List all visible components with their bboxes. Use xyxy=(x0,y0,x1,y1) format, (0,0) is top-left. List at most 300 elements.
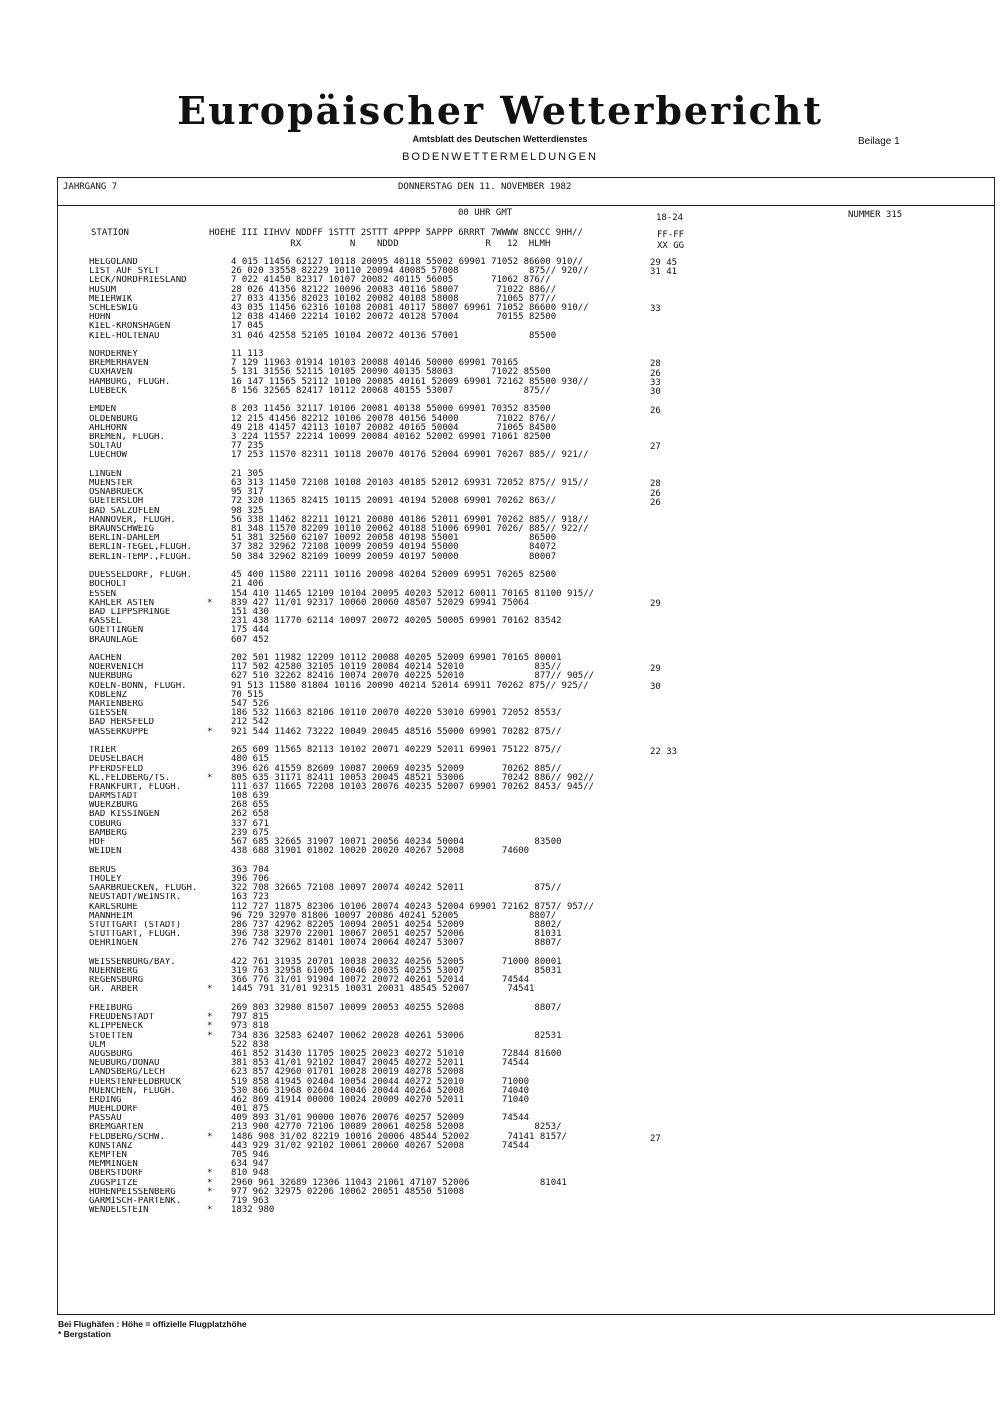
mountain-station-marker xyxy=(207,332,231,341)
column-header-line-2: RX N NDDD R 12 HLMH xyxy=(209,239,551,249)
station-name: ZUGSPITZE xyxy=(89,1178,138,1188)
observation-values: 396 626 41559 82609 10087 20069 40235 52009 70262 885// xyxy=(231,763,562,774)
mountain-station-marker xyxy=(207,636,231,645)
mountain-station-marker xyxy=(207,507,231,516)
station-name: LUEBECK xyxy=(89,386,127,396)
mountain-station-marker xyxy=(207,451,231,460)
mountain-station-marker xyxy=(207,783,231,792)
mountain-station-marker xyxy=(207,847,231,856)
observation-values: 5 131 31556 52115 10105 20090 40135 58003 71022 85500 xyxy=(231,367,551,378)
page-title: Europäischer Wetterbericht xyxy=(177,88,823,133)
station-name: WEIDEN xyxy=(89,847,122,857)
observation-values: 43 035 11456 62316 10108 20081 40117 58007 69961 71052 86600 910// xyxy=(231,302,589,313)
mountain-station-marker xyxy=(207,1096,231,1105)
station-name: KIEL-KRONSHAGEN xyxy=(89,322,171,332)
wind-gust-value: 29 xyxy=(650,663,661,674)
station-name: LINGEN xyxy=(89,469,122,479)
station-name: REGENSBURG xyxy=(89,976,144,986)
station-name: BREMGARTEN xyxy=(89,1123,144,1133)
wind-gust-value: 33 xyxy=(650,304,661,314)
observation-values: 2960 961 32689 12306 11043 21061 47107 52006 81041 xyxy=(231,1177,567,1188)
observation-values: 461 852 31430 11705 10025 20023 40272 51010 72844 81600 xyxy=(231,1048,562,1059)
observation-values: 805 635 31171 82411 10053 20045 48521 53006 70242 886// 902// xyxy=(231,772,595,783)
mountain-station-marker xyxy=(207,663,231,672)
date-label: DONNERSTAG DEN 11. NOVEMBER 1982 xyxy=(398,182,572,192)
station-name: WEISSENBURG/BAY. xyxy=(89,957,176,967)
station-name: HOHENPEISSENBERG xyxy=(89,1187,176,1197)
observation-values: 567 685 32665 31907 10071 20056 40234 50004 83500 xyxy=(231,837,562,848)
header-divider xyxy=(57,205,995,206)
observation-values: 63 313 11450 72108 10108 20103 40185 52012 69931 72052 875// 915// xyxy=(231,478,589,489)
observation-values: 11 113 xyxy=(231,349,264,360)
station-name: BERLIN-TEGEL,FLUGH. xyxy=(89,543,192,553)
station-name: MEIERWIK xyxy=(89,294,133,304)
station-row xyxy=(89,884,709,893)
mountain-station-marker xyxy=(207,571,231,580)
observation-values: 265 609 11565 82113 10102 20071 40229 52011 69901 75122 875// xyxy=(231,745,562,756)
station-name: GIESSEN xyxy=(89,709,127,719)
observation-values: 28 026 41356 82122 10096 20083 40116 58007 71022 886// xyxy=(231,284,557,295)
observation-values: 27 033 41356 82023 10102 20082 40108 58008 71065 877// xyxy=(231,293,557,304)
station-row xyxy=(89,985,709,994)
mountain-station-marker xyxy=(207,415,231,424)
observation-values: 1445 791 31/01 92315 10031 20031 48545 52007 74541 xyxy=(231,984,535,995)
observation-values: 8 156 32565 82417 10112 20068 40155 53007 875// xyxy=(231,385,551,396)
observation-values: 366 776 31/01 91904 10072 20072 40261 52014 74544 xyxy=(231,975,530,986)
station-name: BAD KISSINGEN xyxy=(89,810,160,820)
station-name: KLIPPENECK xyxy=(89,1022,144,1032)
observation-values: 522 838 xyxy=(231,1039,269,1050)
station-name: ULM xyxy=(89,1040,106,1050)
station-name: NUERNBERG xyxy=(89,967,138,977)
station-name: DARMSTADT xyxy=(89,792,138,802)
observation-values: 175 444 xyxy=(231,625,269,636)
wind-gust-value: 26 xyxy=(650,368,661,379)
mountain-station-marker xyxy=(207,654,231,663)
observation-values: 719 963 xyxy=(231,1195,269,1206)
station-row xyxy=(89,847,709,856)
observation-values: 49 218 41457 42113 10107 20082 40165 50004 71065 84500 xyxy=(231,422,557,433)
wind-gust-value: 22 33 xyxy=(650,746,678,757)
observation-values: 72 320 11365 82415 10115 20091 40194 52008 69901 70262 863// xyxy=(231,496,557,507)
station-name: KASSEL xyxy=(89,617,122,627)
observation-values: 1486 908 31/02 82219 10016 20006 48544 52002 74141 8157/ xyxy=(231,1131,567,1142)
observation-values: 81 348 11570 82209 10110 20062 40188 51006 69901 7026/ 885// 922// xyxy=(231,524,589,535)
observation-values: 810 948 xyxy=(231,1168,269,1179)
mountain-station-marker xyxy=(207,1151,231,1160)
mountain-station-marker xyxy=(207,921,231,930)
observation-values: 12 215 41456 82212 10106 20078 40156 54000 71022 876// xyxy=(231,413,557,424)
range-header: 18-24 xyxy=(656,213,684,223)
observation-values: 7 129 11963 01914 10103 20088 40146 50000 69901 70165 xyxy=(231,358,519,369)
station-name: KEMPTEN xyxy=(89,1151,127,1161)
mountain-station-marker xyxy=(207,479,231,488)
station-name: ERDING xyxy=(89,1095,122,1105)
station-name: FUERSTENFELDBRUCK xyxy=(89,1077,182,1087)
station-row xyxy=(89,1004,709,1013)
station-name: PASSAU xyxy=(89,1114,122,1124)
station-name: OLDENBURG xyxy=(89,414,138,424)
mountain-station-marker xyxy=(207,866,231,875)
station-name: COBURG xyxy=(89,819,122,829)
observation-values: 705 946 xyxy=(231,1150,269,1161)
station-name: SCHLESWIG xyxy=(89,303,138,313)
observation-values: 276 742 32962 81401 10074 20064 40247 53007 8807/ xyxy=(231,938,562,949)
observation-values: 95 317 xyxy=(231,487,264,498)
observation-values: 363 704 xyxy=(231,864,269,875)
observation-values: 7 022 41450 82317 10107 20082 40115 56005 71062 876// xyxy=(231,275,551,286)
mountain-station-marker xyxy=(207,1068,231,1077)
observation-values: 607 452 xyxy=(231,634,269,645)
station-name: KL.FELDBERG/TS. xyxy=(89,773,171,783)
station-name: HOHN xyxy=(89,313,111,323)
station-name: THOLEY xyxy=(89,874,122,884)
observation-values: 37 382 32962 72108 10099 20059 40194 55000 84072 xyxy=(231,542,557,553)
station-row xyxy=(89,553,709,562)
observation-values: 262 658 xyxy=(231,809,269,820)
station-name: GUETERSLOH xyxy=(89,497,144,507)
observation-values: 839 427 11/01 92317 10060 20060 48507 52029 69941 75064 xyxy=(231,597,530,608)
station-row xyxy=(89,939,709,948)
mountain-station-marker: * xyxy=(207,1168,213,1179)
mountain-station-marker xyxy=(207,1087,231,1096)
station-row xyxy=(89,1032,709,1041)
jahrgang-label: JAHRGANG 7 xyxy=(63,182,118,192)
observation-values: 17 253 11570 82311 10118 20070 40176 52004 69901 70267 885// 921// xyxy=(231,450,589,461)
station-name: MEMMINGEN xyxy=(89,1160,138,1170)
mountain-station-marker xyxy=(207,1050,231,1059)
observation-values: 21 305 xyxy=(231,468,264,479)
mountain-station-marker xyxy=(207,903,231,912)
station-row xyxy=(89,691,709,700)
wind-gust-value: 28 xyxy=(650,479,661,490)
station-name: BAD HERSFELD xyxy=(89,718,155,728)
observation-values: 319 763 32958 61005 10046 20035 40255 53007 85031 xyxy=(231,966,562,977)
station-row xyxy=(89,387,709,396)
observation-values: 117 502 42580 32105 10119 20084 40214 52010 835// xyxy=(231,662,562,673)
mountain-station-marker xyxy=(207,626,231,635)
page-subtitle: Amtsblatt des Deutschen Wetterdienstes xyxy=(412,134,588,144)
observation-values: 409 893 31/01 90000 10076 20076 40257 52009 74544 xyxy=(231,1113,530,1124)
mountain-station-marker xyxy=(207,838,231,847)
station-name: MUENCHEN, FLUGH. xyxy=(89,1086,176,1096)
mountain-station-marker xyxy=(207,967,231,976)
station-row xyxy=(89,313,709,322)
mountain-station-marker xyxy=(207,1105,231,1114)
station-row xyxy=(89,728,709,737)
mountain-station-marker xyxy=(207,359,231,368)
observation-values: 16 147 11565 52112 10100 20085 40161 52009 69901 72162 85500 930// xyxy=(231,376,589,387)
observation-values: 96 729 32970 81806 10097 20086 40241 52005 8807/ xyxy=(231,910,557,921)
observation-values: 381 853 41/01 92102 10047 20045 40272 52011 74544 xyxy=(231,1058,530,1069)
station-name: HOF xyxy=(89,838,106,848)
observation-values: 634 947 xyxy=(231,1159,269,1170)
station-name: KOELN-BONN, FLUGH. xyxy=(89,681,187,691)
mountain-station-marker xyxy=(207,912,231,921)
mountain-station-marker xyxy=(207,553,231,562)
station-name: MUENSTER xyxy=(89,479,133,489)
observation-values: 70 515 xyxy=(231,689,264,700)
wind-gust-value: 26 xyxy=(650,488,661,499)
station-row xyxy=(89,1013,709,1022)
mountain-station-marker xyxy=(207,672,231,681)
mountain-station-marker xyxy=(207,810,231,819)
station-name: LIST AUF SYLT xyxy=(89,267,160,277)
mountain-station-marker xyxy=(207,276,231,285)
section-title: BODENWETTERMELDUNGEN xyxy=(402,151,598,163)
station-name: BAD SALZUFLEN xyxy=(89,506,160,516)
wind-gust-value: 27 xyxy=(650,442,661,453)
station-name: MARIENBERG xyxy=(89,700,144,710)
observation-values: 269 803 32980 81507 10099 20053 40255 52008 8807/ xyxy=(231,1003,562,1014)
station-name: OSNABRUECK xyxy=(89,488,144,498)
observation-values: 12 038 41460 22214 10102 20072 40128 57004 70155 82500 xyxy=(231,312,557,323)
observation-values: 77 235 xyxy=(231,441,264,452)
observation-values: 51 381 32560 62107 10092 20058 40198 55001 86500 xyxy=(231,533,557,544)
observation-values: 401 875 xyxy=(231,1104,269,1115)
station-name: TRIER xyxy=(89,746,117,756)
observation-values: 202 501 11982 12209 10112 20088 40205 52009 69901 70165 80001 xyxy=(231,653,562,664)
station-row xyxy=(89,626,709,635)
station-name: EMDEN xyxy=(89,405,117,415)
mountain-station-marker xyxy=(207,516,231,525)
observation-values: 91 513 11580 81804 10116 20090 40214 52014 69911 70262 875// 925// xyxy=(231,680,589,691)
mountain-station-marker: * xyxy=(207,1205,213,1216)
station-name: STOETTEN xyxy=(89,1031,133,1041)
observation-values: 163 723 xyxy=(231,892,269,903)
station-name: DEUSELBACH xyxy=(89,755,144,765)
mountain-station-marker xyxy=(207,378,231,387)
mountain-station-marker xyxy=(207,368,231,377)
mountain-station-marker xyxy=(207,470,231,479)
station-row xyxy=(89,1142,709,1151)
mountain-station-marker xyxy=(207,820,231,829)
observation-values: 627 510 32262 82416 10074 20070 40225 52010 877// 905// xyxy=(231,671,595,682)
mountain-station-marker xyxy=(207,755,231,764)
station-name: NEUSTADT/WEINSTR. xyxy=(89,893,182,903)
station-name: KIEL-HOLTENAU xyxy=(89,331,160,341)
station-name: SAARBRUECKEN, FLUGH. xyxy=(89,884,198,894)
mountain-station-marker xyxy=(207,608,231,617)
observation-values: 154 410 11465 12109 10104 20095 40203 52012 60011 70165 81100 915// xyxy=(231,588,595,599)
station-name: HUSUM xyxy=(89,285,117,295)
mountain-station-marker: * xyxy=(207,772,213,783)
observation-values: 26 020 33558 82229 10110 20094 40085 57008 875// 920// xyxy=(231,266,589,277)
mountain-station-marker xyxy=(207,1114,231,1123)
mountain-station-marker xyxy=(207,700,231,709)
station-name: PFERDSFELD xyxy=(89,764,144,774)
station-row xyxy=(89,599,709,608)
mountain-station-marker xyxy=(207,682,231,691)
observation-values: 322 708 32665 72108 10097 20074 40242 52011 875// xyxy=(231,883,562,894)
footnotes xyxy=(58,1319,247,1339)
station-name: WENDELSTEIN xyxy=(89,1206,149,1216)
mountain-station-marker xyxy=(207,884,231,893)
observation-values: 213 900 42770 72106 10089 20061 40258 52008 8253/ xyxy=(231,1122,562,1133)
mountain-station-marker xyxy=(207,746,231,755)
mountain-station-marker xyxy=(207,488,231,497)
station-row xyxy=(89,792,709,801)
station-name: ESSEN xyxy=(89,589,117,599)
observation-values: 111 637 11665 72208 10103 20076 40235 52007 69901 70262 8453/ 945// xyxy=(231,781,595,792)
station-row xyxy=(89,866,709,875)
station-row xyxy=(89,820,709,829)
mountain-station-marker xyxy=(207,1041,231,1050)
observation-values: 21 406 xyxy=(231,579,264,590)
station-table xyxy=(89,258,709,1215)
observation-values: 462 869 41914 00000 10024 20009 40270 52011 71040 xyxy=(231,1094,530,1105)
wind-gust-value: 26 xyxy=(650,497,661,508)
station-row xyxy=(89,1160,709,1169)
mountain-station-marker xyxy=(207,304,231,313)
station-row xyxy=(89,1151,709,1160)
station-name: KAHLER ASTEN xyxy=(89,598,155,608)
mountain-station-marker xyxy=(207,322,231,331)
station-name: STUTTGART, FLUGH. xyxy=(89,930,182,940)
station-row xyxy=(89,479,709,488)
station-name: BERLIN-DAHLEM xyxy=(89,534,160,544)
mountain-station-marker xyxy=(207,350,231,359)
mountain-station-marker xyxy=(207,497,231,506)
station-name: FREUDENSTADT xyxy=(89,1013,155,1023)
observation-values: 31 046 42558 52105 10104 20072 40136 57001 85500 xyxy=(231,330,557,341)
station-row xyxy=(89,1188,709,1197)
mountain-station-marker xyxy=(207,258,231,267)
wind-gust-value: 31 41 xyxy=(650,267,678,278)
mountain-station-marker xyxy=(207,617,231,626)
station-name: FRANKFURT, FLUGH. xyxy=(89,782,182,792)
station-name: DUESSELDORF, FLUGH. xyxy=(89,571,192,581)
station-name: SOLTAU xyxy=(89,442,122,452)
issue-number: NUMMER 315 xyxy=(848,210,903,220)
station-row xyxy=(89,617,709,626)
mountain-station-marker: * xyxy=(207,1021,213,1032)
wind-gust-value: 26 xyxy=(650,405,661,416)
station-name: OEHRINGEN xyxy=(89,939,138,949)
station-name: BAD LIPPSPRINGE xyxy=(89,607,171,617)
mountain-station-marker xyxy=(207,1059,231,1068)
mountain-station-marker xyxy=(207,801,231,810)
observation-values: 977 962 32975 02206 10062 20051 48550 51008 xyxy=(231,1186,464,1197)
observation-values: 396 738 32970 22001 10067 20051 40257 52006 81031 xyxy=(231,929,562,940)
observation-values: 17 045 xyxy=(231,321,264,332)
observation-values: 112 727 11875 82306 10106 20074 40243 52004 69901 72162 8757/ 957// xyxy=(231,901,595,912)
wind-gust-value: 28 xyxy=(650,359,661,370)
observation-values: 438 688 31901 01802 10020 20020 40267 52008 74600 xyxy=(231,846,530,857)
station-row xyxy=(89,1197,709,1206)
mountain-station-marker xyxy=(207,267,231,276)
station-name: BREMEN, FLUGH. xyxy=(89,432,165,442)
station-row xyxy=(89,1096,709,1105)
station-name: LUECHOW xyxy=(89,451,127,461)
time-header: 00 UHR GMT xyxy=(458,208,513,218)
mountain-station-marker xyxy=(207,875,231,884)
station-name: WUERZBURG xyxy=(89,801,138,811)
observation-values: 1832 980 xyxy=(231,1205,275,1216)
observation-values: 734 836 32583 62407 10062 20028 40261 53006 82531 xyxy=(231,1030,562,1041)
observation-values: 8 203 11456 32117 10106 20081 40138 55000 69901 70352 83500 xyxy=(231,404,551,415)
station-row xyxy=(89,783,709,792)
station-row xyxy=(89,332,709,341)
observation-values: 443 929 31/02 92102 10061 20060 40267 52008 74544 xyxy=(231,1140,530,1151)
mountain-station-marker: * xyxy=(207,1177,213,1188)
station-name: GARMISCH-PARTENK. xyxy=(89,1196,182,1206)
mountain-station-marker xyxy=(207,387,231,396)
station-name: LANDSBERG/LECH xyxy=(89,1068,165,1078)
observation-values: 973 818 xyxy=(231,1021,269,1032)
station-name: MUEHLDORF xyxy=(89,1105,138,1115)
station-row xyxy=(89,571,709,580)
observation-values: 212 542 xyxy=(231,717,269,728)
wind-gust-value: 30 xyxy=(650,682,661,693)
observation-values: 530 866 31968 02604 10046 20044 40264 52008 74040 xyxy=(231,1085,530,1096)
station-name: BERLIN-TEMP.,FLUGH. xyxy=(89,552,192,562)
mountain-station-marker xyxy=(207,930,231,939)
observation-values: 239 675 xyxy=(231,827,269,838)
station-name: STUTTGART (STADT) xyxy=(89,920,182,930)
footnote-airports: Bei Flughäfen : Höhe = offizielle Flugplatzhöhe xyxy=(58,1319,247,1329)
mountain-station-marker xyxy=(207,442,231,451)
mountain-station-marker: * xyxy=(207,1131,213,1142)
station-name: AUGSBURG xyxy=(89,1049,133,1059)
station-name: HANNOVER, FLUGH. xyxy=(89,515,176,525)
wind-header-line-2: XX GG xyxy=(657,241,685,251)
wind-gust-value: 33 xyxy=(650,377,661,388)
station-name: GOETTINGEN xyxy=(89,626,144,636)
station-name: BOCHOLT xyxy=(89,580,127,590)
mountain-station-marker xyxy=(207,958,231,967)
mountain-station-marker: * xyxy=(207,1186,213,1197)
wind-gust-value: 29 45 xyxy=(650,258,678,268)
station-name: CUXHAVEN xyxy=(89,368,133,378)
mountain-station-marker: * xyxy=(207,1030,213,1041)
station-name: GR. ARBER xyxy=(89,985,138,995)
station-name: HAMBURG, FLUGH. xyxy=(89,377,171,387)
station-name: KONSTANZ xyxy=(89,1141,133,1151)
observation-values: 921 544 11462 73222 10049 20045 48516 55000 69901 70282 875// xyxy=(231,726,562,737)
wind-gust-value: 27 xyxy=(650,1133,661,1144)
wind-header-line-1: FF-FF xyxy=(657,230,685,240)
observation-values: 56 338 11462 82211 10121 20080 40186 52011 69901 70262 885// 918// xyxy=(231,514,589,525)
mountain-station-marker xyxy=(207,433,231,442)
station-name: NEUBURG/DONAU xyxy=(89,1059,160,1069)
station-name: AACHEN xyxy=(89,654,122,664)
station-row xyxy=(89,746,709,755)
mountain-station-marker xyxy=(207,525,231,534)
observation-values: 108 639 xyxy=(231,791,269,802)
observation-values: 547 526 xyxy=(231,699,269,710)
station-name: FREIBURG xyxy=(89,1004,133,1014)
observation-values: 337 671 xyxy=(231,818,269,829)
station-name: NUERBURG xyxy=(89,672,133,682)
station-row xyxy=(89,433,709,442)
station-name: WASSERKUPPE xyxy=(89,727,149,737)
observation-values: 396 706 xyxy=(231,873,269,884)
station-row xyxy=(89,497,709,506)
wind-gust-value: 29 xyxy=(650,599,661,610)
observation-values: 98 325 xyxy=(231,505,264,516)
station-row xyxy=(89,810,709,819)
mountain-station-marker xyxy=(207,939,231,948)
observation-values: 286 737 42962 82205 10094 20051 40254 52009 8802/ xyxy=(231,919,562,930)
mountain-station-marker xyxy=(207,286,231,295)
mountain-station-marker xyxy=(207,1078,231,1087)
station-row xyxy=(89,801,709,810)
beilage-label: Beilage 1 xyxy=(858,136,900,147)
mountain-station-marker xyxy=(207,534,231,543)
mountain-station-marker: * xyxy=(207,984,213,995)
mountain-station-marker xyxy=(207,893,231,902)
